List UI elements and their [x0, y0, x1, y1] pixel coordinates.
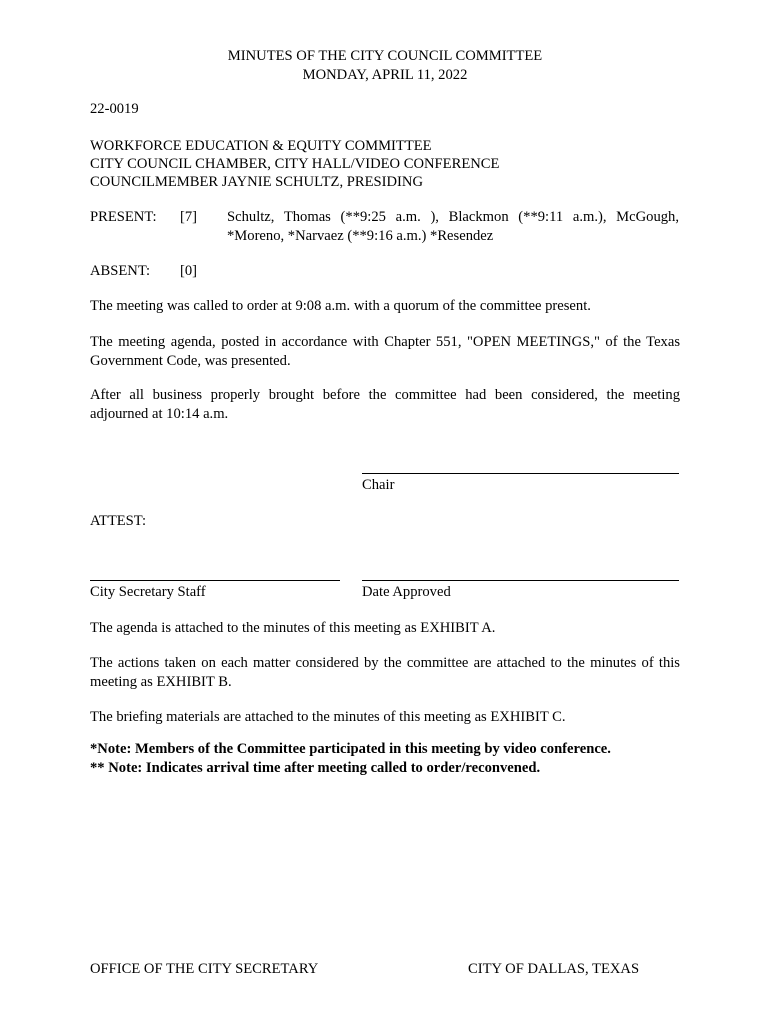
chair-signature-line	[362, 473, 679, 474]
present-members-line1: Schultz, Thomas (**9:25 a.m. ), Blackmon (**9:11 a.m.), McGough,	[227, 209, 679, 225]
chair-label: Chair	[362, 477, 395, 493]
committee-name: WORKFORCE EDUCATION & EQUITY COMMITTEE	[90, 138, 432, 154]
document-title: MINUTES OF THE CITY COUNCIL COMMITTEE	[227, 48, 543, 64]
arrival-time-note: ** Note: Indicates arrival time after meeting called to order/reconvened.	[90, 760, 541, 776]
present-members-line2: *Moreno, *Narvaez (**9:16 a.m.) *Resendez	[227, 228, 494, 244]
attest-label: ATTEST:	[90, 513, 147, 529]
footer-city: CITY OF DALLAS, TEXAS	[468, 961, 640, 977]
footer-office: OFFICE OF THE CITY SECRETARY	[90, 961, 319, 977]
meeting-location: CITY COUNCIL CHAMBER, CITY HALL/VIDEO CONFERENCE	[90, 156, 500, 172]
date-approved-label: Date Approved	[362, 584, 451, 600]
absent-count: [0]	[180, 263, 198, 279]
date-approved-line	[362, 580, 679, 581]
call-to-order-paragraph: The meeting was called to order at 9:08 a.m. with a quorum of the committee present.	[90, 298, 591, 314]
absent-label: ABSENT:	[90, 263, 151, 279]
city-secretary-staff-label: City Secretary Staff	[90, 584, 206, 600]
secretary-signature-line	[90, 580, 340, 581]
agenda-paragraph: The meeting agenda, posted in accordance with Chapter 551, "OPEN MEETINGS," of the Texas Government Code, was presented.	[90, 334, 680, 369]
presiding-member: COUNCILMEMBER JAYNIE SCHULTZ, PRESIDING	[90, 174, 423, 190]
exhibit-a-paragraph: The agenda is attached to the minutes of this meeting as EXHIBIT A.	[90, 620, 496, 636]
meeting-date: MONDAY, APRIL 11, 2022	[302, 67, 468, 83]
document-number: 22-0019	[90, 101, 139, 117]
exhibit-c-paragraph: The briefing materials are attached to the minutes of this meeting as EXHIBIT C.	[90, 709, 566, 725]
present-count: [7]	[180, 209, 198, 225]
adjournment-paragraph: After all business properly brought before the committee had been considered, the meeting adjourned at 10:14 a.m.	[90, 387, 680, 422]
video-conference-note: *Note: Members of the Committee participated in this meeting by video conference.	[90, 741, 611, 757]
present-label: PRESENT:	[90, 209, 157, 225]
exhibit-b-paragraph: The actions taken on each matter considered by the committee are attached to the minutes of this meeting as EXHIBIT B.	[90, 655, 680, 690]
